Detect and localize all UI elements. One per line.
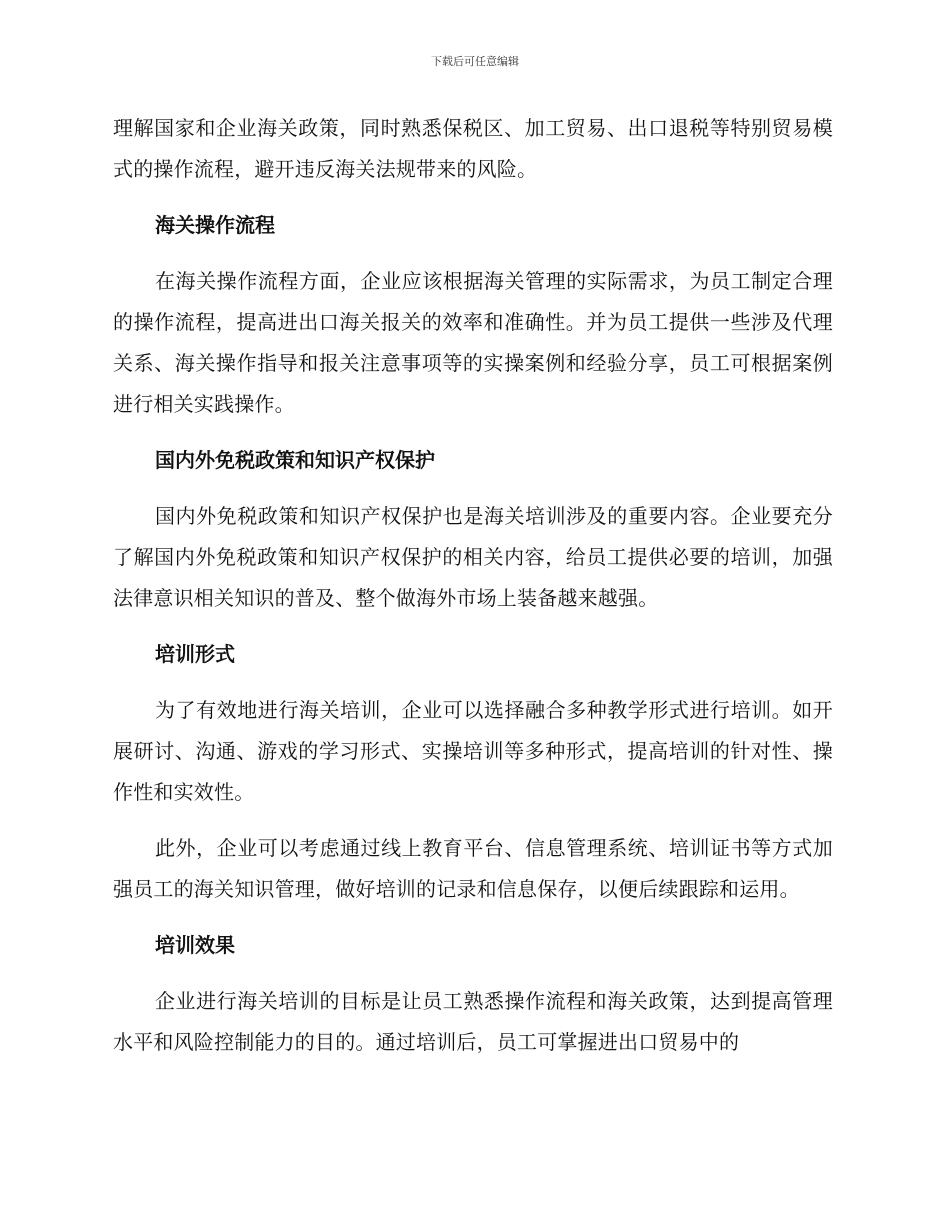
paragraph-customs-process: 在海关操作流程方面，企业应该根据海关管理的实际需求，为员工制定合理的操作流程，提高进出口海关报关的效率和准确性。并为员工提供一些涉及代理关系、海关操作指导和报关注意事项等的实操案例和经验分享，员工可根据案例进行相关实践操作。 [113,269,833,416]
paragraph-training-effect: 企业进行海关培训的目标是让员工熟悉操作流程和海关政策，达到提高管理水平和风险控制能力的目的。通过培训后，员工可掌握进出口贸易中的 [113,989,833,1054]
heading-training-form: 培训形式 [155,642,235,666]
paragraph-intro: 理解国家和企业海关政策，同时熟悉保税区、加工贸易、出口退税等特别贸易模式的操作流程，避开违反海关法规带来的风险。 [113,116,833,181]
heading-training-effect: 培训效果 [155,933,235,957]
document-body [113,108,833,1078]
heading-customs-process: 海关操作流程 [155,213,275,237]
heading-tax-ip: 国内外免税政策和知识产权保护 [155,448,435,472]
page-header: 下载后可任意编辑 [431,55,519,68]
paragraph-tax-ip: 国内外免税政策和知识产权保护也是海关培训涉及的重要内容。企业要充分了解国内外免税政策和知识产权保护的相关内容，给员工提供必要的培训，加强法律意识相关知识的普及、整个做海外市场上装备越来越强。 [113,504,833,610]
paragraph-training-form-1: 为了有效地进行海关培训，企业可以选择融合多种教学形式进行培训。如开展研讨、沟通、游戏的学习形式、实操培训等多种形式，提高培训的针对性、操作性和实效性。 [113,698,833,804]
paragraph-training-form-2: 此外，企业可以考虑通过线上教育平台、信息管理系统、培训证书等方式加强员工的海关知识管理，做好培训的记录和信息保存，以便后续跟踪和运用。 [113,836,833,901]
